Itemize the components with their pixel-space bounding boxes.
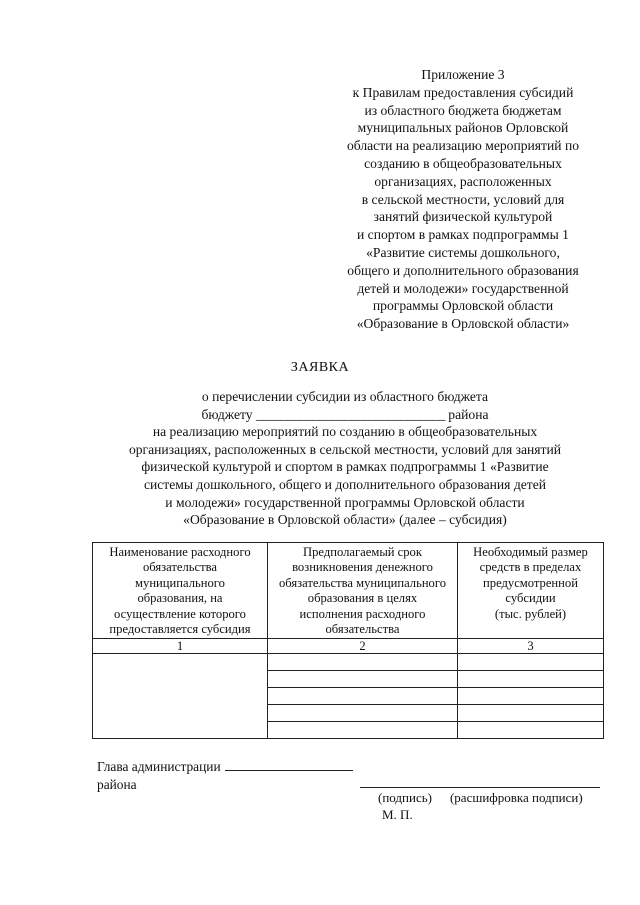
- column-number: 3: [458, 639, 604, 654]
- appendix-line: общего и дополнительного образования: [347, 262, 579, 278]
- signature-line[interactable]: [360, 787, 600, 788]
- subtitle-line: о перечислении субсидии из областного бюджета: [201, 389, 489, 404]
- district-blank: ______________________________: [255, 406, 445, 422]
- term-subrow[interactable]: [268, 705, 457, 722]
- subtitle-line: «Образование в Орловской области» (далее – субсидия): [183, 512, 507, 528]
- appendix-line: к Правилам предоставления субсидий: [352, 84, 574, 100]
- subtitle-line-budget: [95, 406, 595, 424]
- budget-label: бюджету: [201, 406, 253, 422]
- term-subrow[interactable]: [268, 654, 457, 671]
- amount-subrow[interactable]: [458, 654, 603, 671]
- term-cell: [268, 654, 458, 739]
- appendix-line: программы Орловской области: [372, 298, 554, 314]
- request-description: [95, 388, 595, 529]
- signatory-line: [97, 758, 353, 776]
- header-cell-amount: Необходимый размер средств в пределах предусмотренной субсидии (тыс. рублей): [458, 543, 604, 639]
- table-number-row: [93, 639, 604, 654]
- appendix-line: «Развитие системы дошкольного,: [366, 244, 560, 260]
- appendix-block: [318, 66, 608, 333]
- column-number: 2: [268, 639, 458, 654]
- appendix-line: муниципальных районов Орловской: [357, 120, 569, 136]
- subtitle-line: и молодежи» государственной программы Орловской области: [165, 494, 525, 510]
- appendix-line: из областного бюджета бюджетам: [364, 102, 562, 118]
- district-label: района: [448, 406, 489, 422]
- appendix-line: занятий физической культурой: [373, 209, 553, 225]
- signatory-blank[interactable]: [225, 758, 353, 771]
- signature-caption: (подпись): [378, 790, 432, 805]
- appendix-line: Приложение 3: [421, 67, 505, 82]
- obligation-cell[interactable]: [93, 654, 268, 739]
- subtitle-line: физической культурой и спортом в рамках подпрограммы 1 «Развитие: [141, 459, 549, 475]
- subtitle-line: системы дошкольного, общего и дополнительного образования детей: [143, 476, 547, 492]
- signatory-block: [97, 758, 353, 794]
- subsidy-table: [92, 542, 604, 739]
- header-cell-obligation: Наименование расходного обязательства муниципального образования, на осуществление которого предоставляется субсидия: [93, 543, 268, 639]
- table-header-row: [93, 543, 604, 639]
- amount-subrow[interactable]: [458, 722, 603, 738]
- term-subrow[interactable]: [268, 688, 457, 705]
- term-subrow[interactable]: [268, 671, 457, 688]
- subtitle-line: организациях, расположенных в сельской местности, условий для занятий: [128, 441, 562, 457]
- amount-subrow[interactable]: [458, 671, 603, 688]
- appendix-line: созданию в общеобразовательных: [364, 155, 562, 171]
- signatory-district: района: [97, 777, 137, 792]
- document-title: ЗАЯВКА: [290, 360, 350, 375]
- appendix-line: «Образование в Орловской области»: [356, 316, 570, 332]
- appendix-line: в сельской местности, условий для: [361, 191, 565, 207]
- header-cell-term: Предполагаемый срок возникновения денежного обязательства муниципального образования в целях исполнения расходного обязательства: [268, 543, 458, 639]
- amount-subrow[interactable]: [458, 705, 603, 722]
- appendix-line: организациях, расположенных: [374, 173, 552, 189]
- column-number: 1: [93, 639, 268, 654]
- table-data-row: [93, 654, 604, 739]
- subtitle-line: на реализацию мероприятий по созданию в общеобразовательных: [152, 424, 538, 440]
- signatory-title: Глава администрации: [97, 759, 221, 774]
- appendix-line: и спортом в рамках подпрограммы 1: [357, 227, 569, 243]
- appendix-line: детей и молодежи» государственной: [357, 280, 569, 296]
- appendix-line: области на реализацию мероприятий по: [346, 138, 580, 154]
- amount-subrow[interactable]: [458, 688, 603, 705]
- signature-captions: [378, 789, 601, 806]
- amount-cell: [458, 654, 604, 739]
- stamp-placeholder: М. П.: [382, 807, 413, 822]
- decode-caption: (расшифровка подписи): [449, 790, 583, 805]
- term-subrow[interactable]: [268, 722, 457, 738]
